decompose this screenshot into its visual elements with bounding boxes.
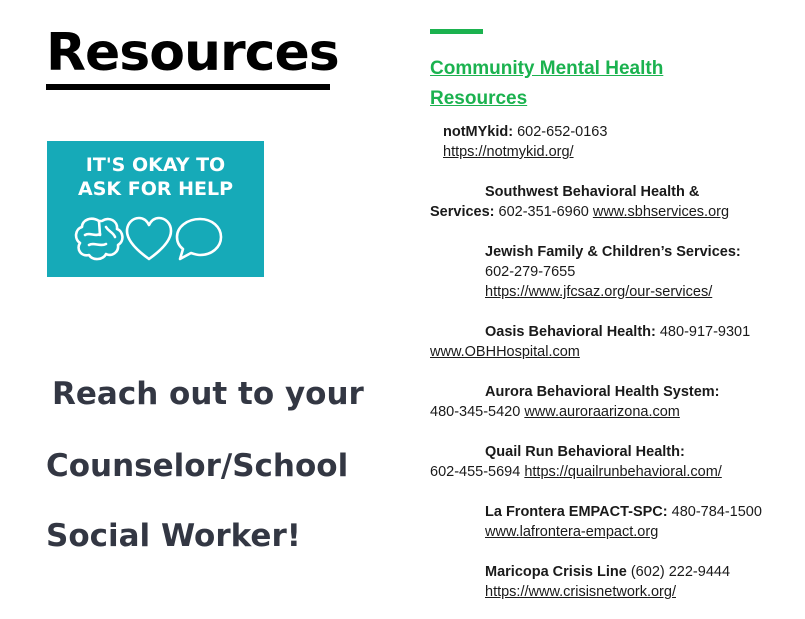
section-title: Community Mental Health Resources: [430, 58, 664, 109]
resource-link-oasis[interactable]: www.OBHHospital.com: [430, 344, 580, 360]
resource-link-southwest[interactable]: www.sbhservices.org: [592, 204, 730, 220]
speech-bubble-icon: [177, 219, 221, 259]
brain-icon: [76, 219, 122, 259]
help-banner-line2: ASK FOR HELP: [77, 178, 233, 201]
resource-link-jfcs[interactable]: https://www.jfcsaz.org/our-services/: [485, 284, 713, 300]
cta-line-3: Social Worker!: [46, 518, 301, 554]
page-title: Resources: [46, 23, 339, 83]
cta-line-2: Counselor/School: [46, 448, 349, 484]
section-accent-bar: [430, 29, 483, 34]
resource-link-quail-run[interactable]: https://quailrunbehavioral.com/: [524, 464, 722, 480]
help-banner-line1: IT'S OKAY TO: [85, 154, 226, 176]
resource-quail-run: Quail Run Behavioral Health: 602-455-5694 https://quailrunbehavioral.com/: [430, 444, 722, 480]
resource-link-aurora[interactable]: www.auroraarizona.com: [524, 404, 680, 420]
heart-icon: [127, 218, 171, 259]
resource-oasis: Oasis Behavioral Health: 480-917-9301 www.OBHHospital.com: [430, 324, 751, 360]
resource-maricopa: Maricopa Crisis Line (602) 222-9444 https://www.crisisnetwork.org/: [485, 564, 731, 600]
resource-la-frontera: La Frontera EMPACT-SPC: 480-784-1500 www.lafrontera-empact.org: [485, 504, 762, 540]
help-banner-icons: [73, 213, 238, 265]
resource-southwest: Southwest Behavioral Health & Services: 602-351-6960 www.sbhservices.org: [430, 184, 730, 220]
resource-notmykid: notMYkid: 602-652-0163 https://notmykid.org/: [443, 124, 608, 160]
resource-jfcs: Jewish Family & Children’s Services: 602-279-7655 https://www.jfcsaz.org/our-services/: [485, 244, 741, 300]
help-banner-text: [47, 153, 264, 201]
resource-aurora: Aurora Behavioral Health System: 480-345-5420 www.auroraarizona.com: [430, 384, 720, 420]
resource-link-notmykid[interactable]: https://notmykid.org/: [443, 144, 574, 160]
cta-line-1: Reach out to your: [52, 376, 364, 412]
title-underline: [46, 84, 330, 90]
help-banner: [47, 141, 264, 277]
resource-link-maricopa[interactable]: https://www.crisisnetwork.org/: [485, 584, 676, 600]
resource-link-la-frontera[interactable]: www.lafrontera-empact.org: [485, 524, 659, 540]
